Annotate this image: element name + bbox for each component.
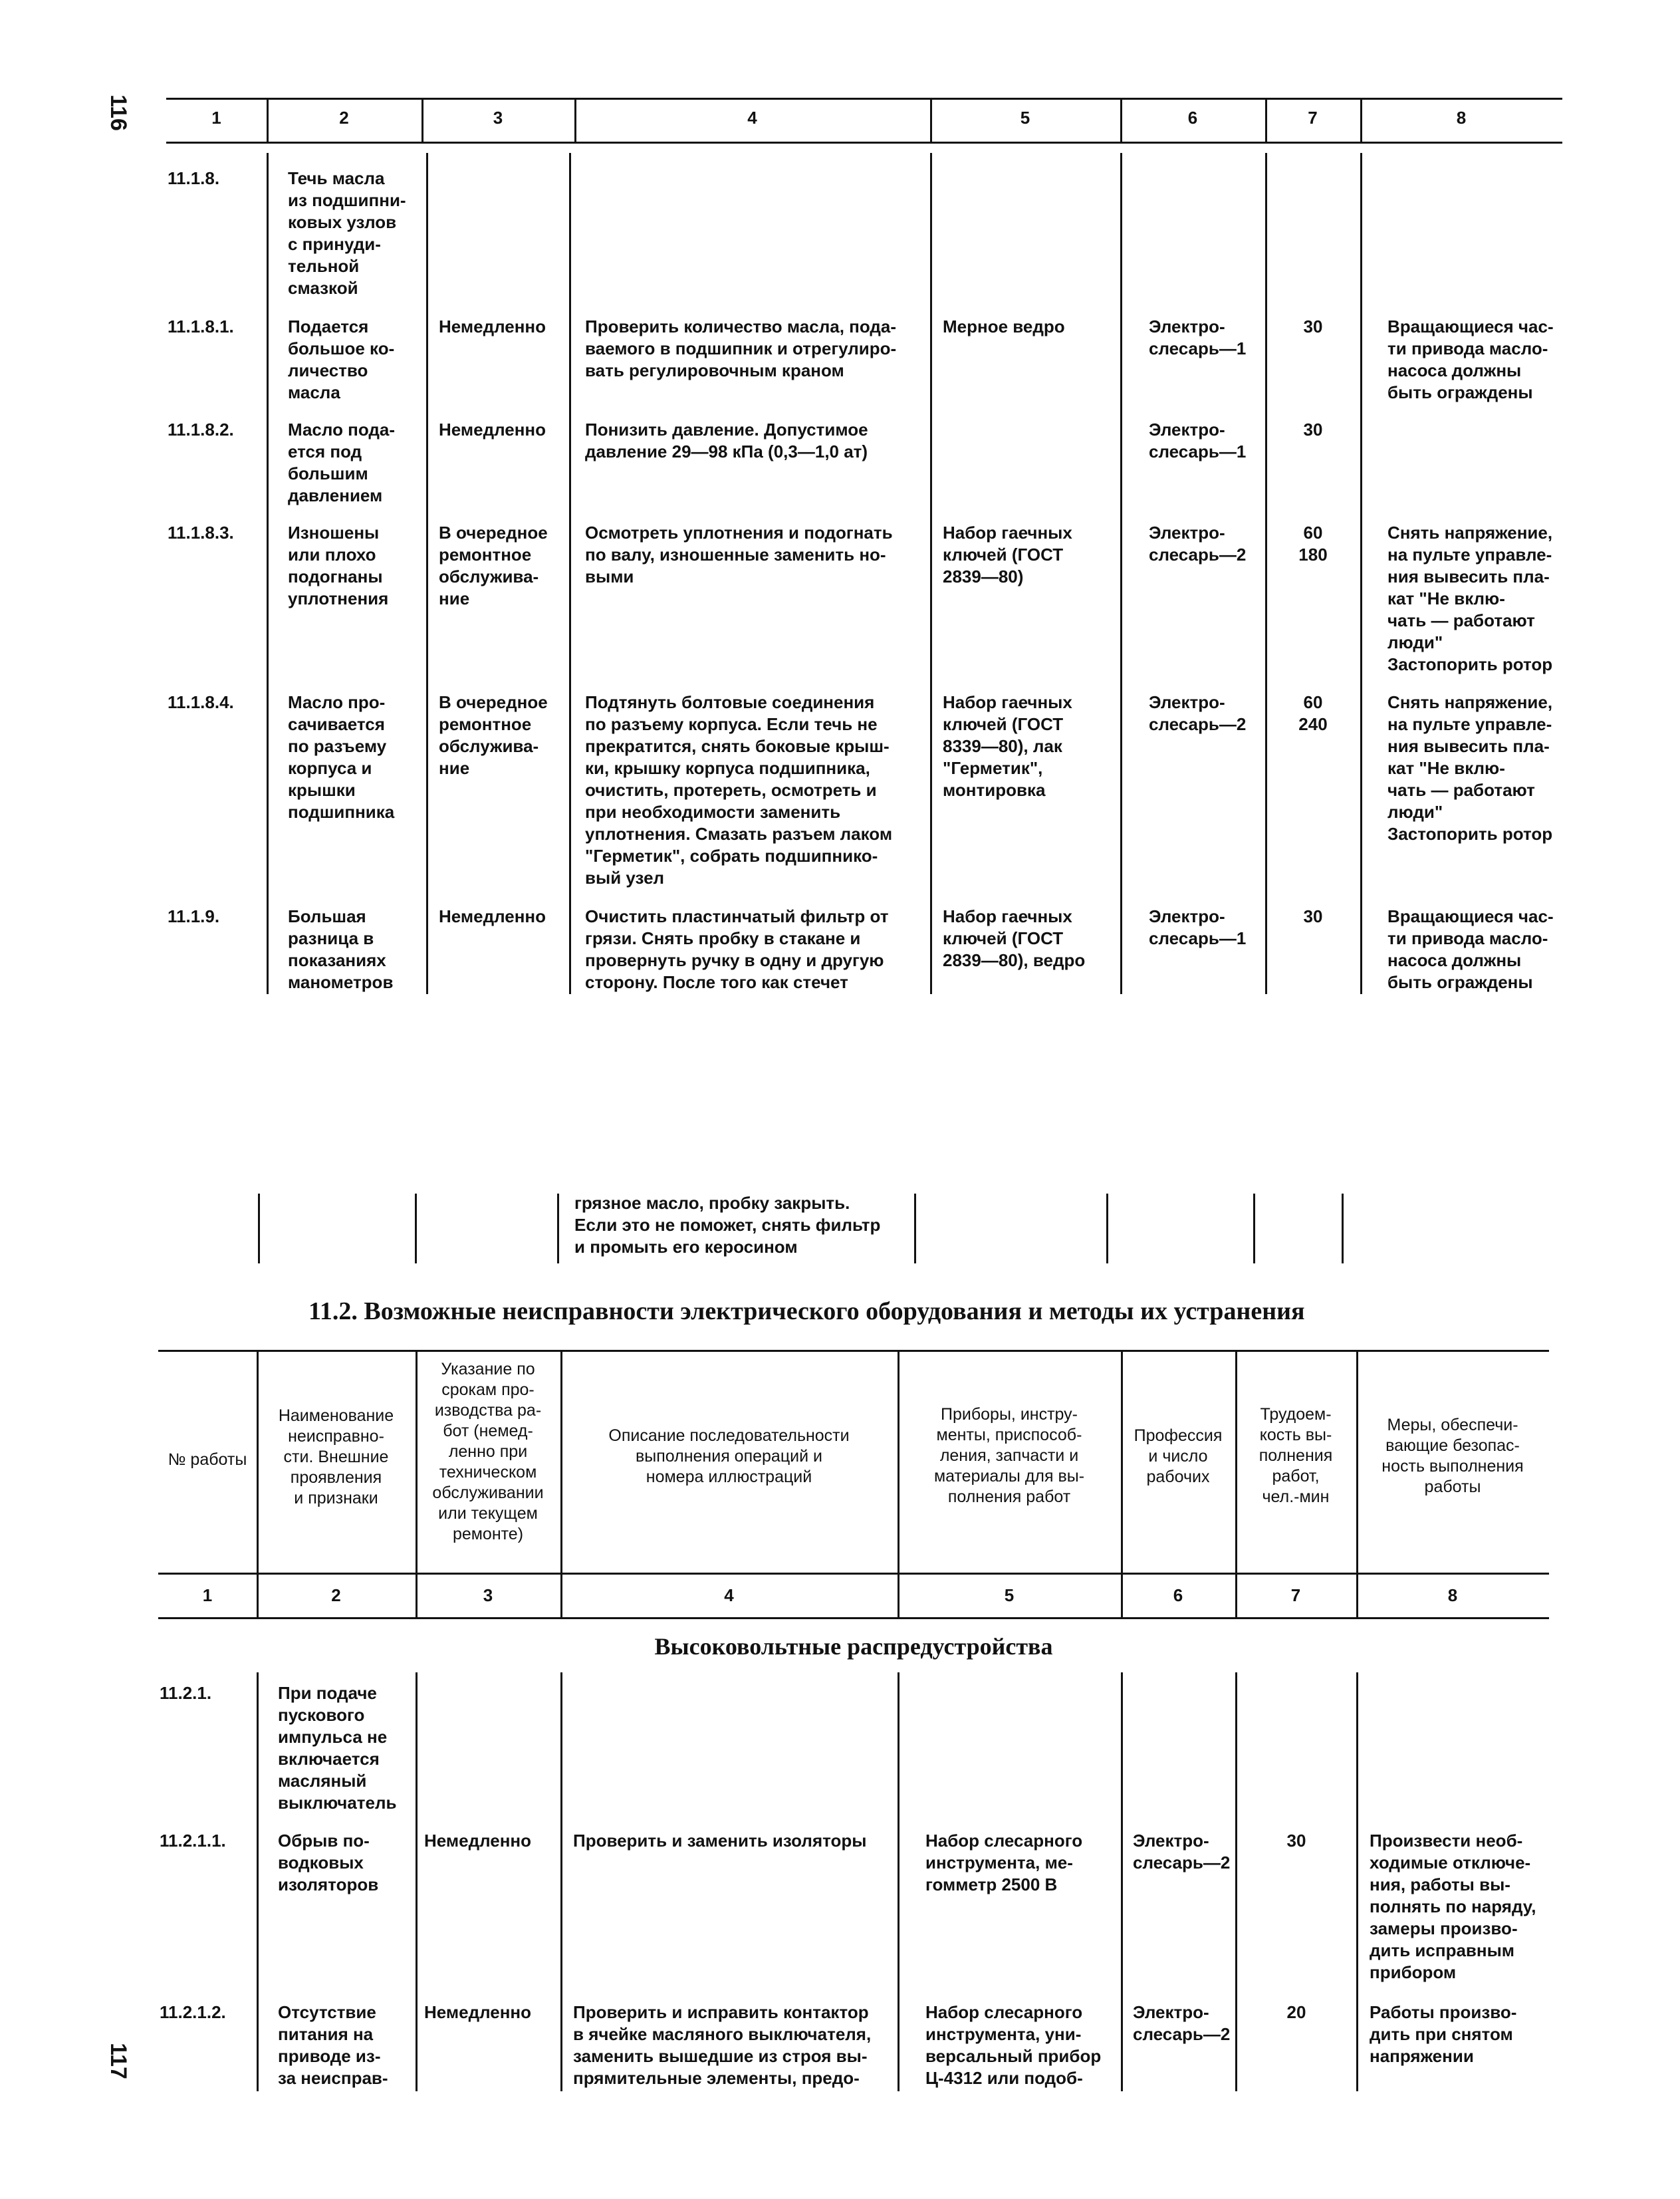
column-number: 7 (1308, 108, 1318, 128)
symptom: Обрыв по- водковых изоляторов (278, 1831, 379, 1894)
column-number: 8 (1456, 108, 1467, 128)
column-header: Профессия и число рабочих (1134, 1426, 1223, 1486)
symptom: Течь масла из подшипни- ковых узлов с принуди- тельной смазкой (288, 168, 406, 298)
col-divider (1120, 153, 1122, 994)
description: Проверить количество масла, пода- ваемого в подшипник и отрегулиро- вать регулировочным краном (585, 317, 897, 380)
description: Очистить пластинчатый фильтр от грязи. Снять пробку в стакане и провернуть ручку в одну и другую сторону. После того как стечет (585, 906, 889, 992)
col-divider (557, 1194, 559, 1263)
col-divider (914, 1194, 916, 1263)
symptom: Масло про- сачивается по разъему корпуса и крышки подшипника (288, 692, 395, 822)
urgency: Немедленно (424, 1831, 532, 1851)
col-divider (416, 1672, 418, 2091)
work-number: 11.1.8. (168, 168, 220, 188)
urgency: В очередное ремонтное обслужива- ние (439, 692, 548, 778)
symptom: При подаче пускового импульса не включается масляный выключатель (278, 1683, 397, 1813)
column-number: 5 (1004, 1585, 1015, 1605)
tools: Набор слесарного инструмента, ме- гомметр 2500 В (925, 1831, 1083, 1894)
column-number: 5 (1020, 108, 1030, 128)
col-divider (258, 1194, 260, 1263)
safety: Вращающиеся час- ти привода масло- насоса должны быть ограждены (1387, 906, 1554, 992)
column-header: № работы (168, 1450, 247, 1469)
col-divider (1235, 1672, 1237, 2091)
description-continuation: грязное масло, пробку закрыть. Если это не поможет, снять фильтр и промыть его керосином (574, 1193, 881, 1257)
col-divider (1121, 1672, 1123, 2091)
col-divider (1360, 153, 1362, 994)
col-divider (415, 1194, 417, 1263)
column-number: 4 (747, 108, 757, 128)
col-divider (267, 153, 269, 994)
symptom: Большая разница в показаниях манометров (288, 906, 394, 992)
symptom: Масло пода- ется под большим давлением (288, 420, 396, 505)
column-number: 8 (1447, 1585, 1458, 1605)
col-divider (1253, 1194, 1255, 1263)
profession: Электро- слесарь—1 (1149, 906, 1247, 948)
column-number: 1 (211, 108, 221, 128)
col-divider (1356, 1672, 1358, 2091)
column-number: 1 (202, 1585, 213, 1605)
page-number-top: 116 (105, 94, 131, 131)
safety: Работы произво- дить при снятом напряжении (1370, 2002, 1517, 2066)
bottom-table-rule-header (158, 1573, 1549, 1575)
column-number: 3 (483, 1585, 493, 1605)
urgency: Немедленно (439, 906, 546, 926)
bottom-table-rule-numbers (158, 1617, 1549, 1619)
column-number: 6 (1173, 1585, 1183, 1605)
labor: 30 (1303, 317, 1323, 336)
column-number: 6 (1187, 108, 1198, 128)
work-number: 11.1.8.4. (168, 692, 234, 712)
work-number: 11.2.1.1. (160, 1831, 226, 1851)
symptom: Изношены или плохо подогнаны уплотнения (288, 523, 389, 608)
description: Осмотреть уплотнения и подогнать по валу, изношенные заменить но- выми (585, 523, 893, 586)
tools: Набор гаечных ключей (ГОСТ 2839—80), ведро (943, 906, 1086, 970)
profession: Электро- слесарь—1 (1149, 420, 1247, 461)
column-header: Трудоем- кость вы- полнения работ, чел.-мин (1259, 1405, 1333, 1506)
work-number: 11.1.9. (168, 906, 220, 926)
safety: Вращающиеся час- ти привода масло- насоса должны быть ограждены (1387, 317, 1554, 402)
urgency: В очередное ремонтное обслужива- ние (439, 523, 548, 608)
symptom: Подается большое ко- личество масла (288, 317, 395, 402)
col-divider (1265, 153, 1267, 994)
safety: Произвести необ- ходимые отключе- ния, работы вы- полнять по наряду, замеры произво- дить исправным прибором (1370, 1831, 1536, 1982)
work-number: 11.1.8.3. (168, 523, 234, 543)
column-number: 4 (724, 1585, 734, 1605)
profession: Электро- слесарь—2 (1149, 523, 1247, 565)
top-table-rule-top (166, 98, 1562, 100)
bottom-table-rule-top (158, 1350, 1549, 1352)
labor: 30 (1303, 420, 1323, 440)
profession: Электро- слесарь—2 (1149, 692, 1247, 734)
description: Подтянуть болтовые соединения по разъему корпуса. Если течь не прекратится, снять боковые крыш- ки, крышку корпуса подшипника, очистить, протереть, осмотреть и при необходимости заменить уплотнения. Смазать разъем лаком "Герметик", собрать подшипнико- вый узел (585, 692, 893, 888)
profession: Электро- слесарь—2 (1133, 1831, 1231, 1873)
column-header: Описание последовательности выполнения операций и номера иллюстраций (608, 1426, 850, 1486)
column-header: Наименование неисправно- сти. Внешние проявления и признаки (278, 1406, 394, 1507)
column-header: Указание по срокам про- изводства ра- бот (немед- ленно при техническом обслуживании или текущем ремонте) (432, 1360, 544, 1543)
col-divider (1342, 1194, 1344, 1263)
labor: 60 240 (1298, 692, 1328, 734)
column-header: Меры, обеспечи- вающие безопас- ность выполнения работы (1381, 1416, 1524, 1496)
safety: Снять напряжение, на пульте управле- ния вывесить пла- кат "Не вклю- чать — работают люди" Застопорить ротор (1387, 523, 1553, 674)
profession: Электро- слесарь—1 (1149, 317, 1247, 358)
col-divider (569, 153, 571, 994)
labor: 30 (1303, 906, 1323, 926)
page-number-bottom: 117 (105, 2043, 131, 2079)
tools: Набор слесарного инструмента, уни- версальный прибор Ц-4312 или подоб- (925, 2002, 1102, 2088)
work-number: 11.1.8.1. (168, 317, 234, 336)
work-number: 11.2.1. (160, 1683, 212, 1703)
col-divider (426, 153, 428, 994)
urgency: Немедленно (439, 317, 546, 336)
column-number: 2 (339, 108, 349, 128)
col-divider (898, 1672, 900, 2091)
col-divider (560, 1672, 562, 2091)
col-divider (930, 153, 932, 994)
column-number: 2 (331, 1585, 341, 1605)
labor: 20 (1286, 2002, 1306, 2022)
labor: 60 180 (1298, 523, 1328, 565)
description: Проверить и исправить контактор в ячейке масляного выключателя, заменить вышедшие из строя вы- прямительные элементы, предо- (573, 2002, 872, 2088)
safety: Снять напряжение, на пульте управле- ния вывесить пла- кат "Не вклю- чать — работают люди" Застопорить ротор (1387, 692, 1553, 844)
urgency: Немедленно (424, 2002, 532, 2022)
col-divider (257, 1672, 259, 2091)
column-number: 3 (493, 108, 503, 128)
column-number: 7 (1290, 1585, 1301, 1605)
top-table-rule-header (166, 142, 1562, 144)
profession: Электро- слесарь—2 (1133, 2002, 1231, 2044)
section-title: 11.2. Возможные неисправности электрического оборудования и методы их устранения (308, 1297, 1305, 1325)
work-number: 11.2.1.2. (160, 2002, 226, 2022)
column-header: Приборы, инстру- менты, приспособ- ления, запчасти и материалы для вы- полнения работ (933, 1405, 1085, 1506)
labor: 30 (1286, 1831, 1306, 1851)
tools: Набор гаечных ключей (ГОСТ 2839—80) (943, 523, 1072, 586)
symptom: Отсутствие питания на приводе из- за неисправ- (278, 2002, 388, 2088)
tools: Набор гаечных ключей (ГОСТ 8339—80), лак "Герметик", монтировка (943, 692, 1072, 800)
tools: Мерное ведро (943, 317, 1065, 336)
urgency: Немедленно (439, 420, 546, 440)
description: Проверить и заменить изоляторы (573, 1831, 867, 1851)
work-number: 11.1.8.2. (168, 420, 234, 440)
subsection-title: Высоковольтные распредустройства (654, 1633, 1053, 1660)
description: Понизить давление. Допустимое давление 29—98 кПа (0,3—1,0 ат) (585, 420, 868, 461)
col-divider (1106, 1194, 1108, 1263)
